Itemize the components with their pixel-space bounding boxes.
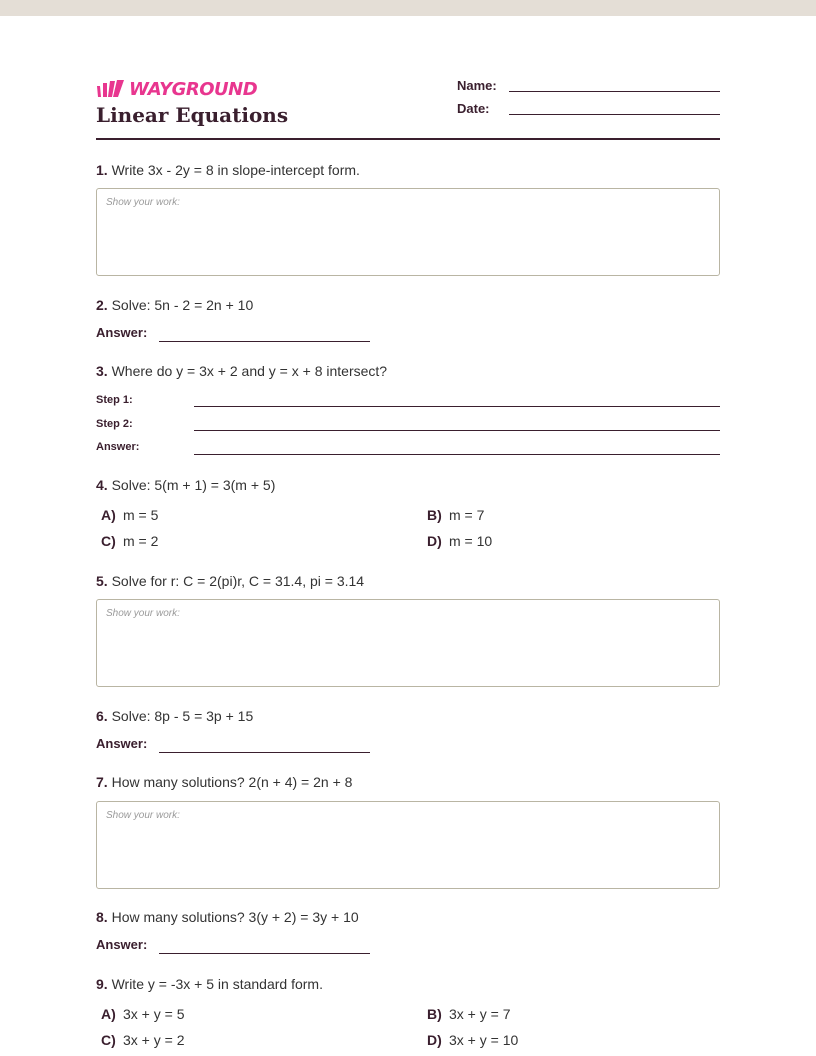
option-letter: A)	[101, 507, 116, 523]
question-text: Solve: 5(m + 1) = 3(m + 5)	[111, 477, 276, 493]
question-text: Write y = -3x + 5 in standard form.	[111, 976, 323, 992]
option-letter: D)	[427, 533, 442, 549]
option-text: m = 2	[123, 533, 159, 549]
question-text: Solve: 8p - 5 = 3p + 15	[111, 708, 254, 724]
option-b[interactable]	[427, 507, 484, 523]
option-text: 3x + y = 7	[449, 1006, 511, 1022]
option-text: m = 7	[449, 507, 485, 523]
brand	[96, 78, 257, 100]
answer-label: Answer:	[96, 325, 148, 340]
option-letter: C)	[101, 1032, 116, 1048]
step-answer-line[interactable]	[194, 454, 720, 455]
question-text: Solve: 5n - 2 = 2n + 10	[111, 297, 254, 313]
option-text: 3x + y = 5	[123, 1006, 185, 1022]
date-line[interactable]	[509, 114, 720, 115]
question-number: 9.	[96, 976, 108, 992]
step-1-line[interactable]	[194, 406, 720, 407]
question-number: 8.	[96, 909, 108, 925]
question-text: Solve for r: C = 2(pi)r, C = 31.4, pi = 3.14	[111, 573, 365, 589]
question-text: How many solutions? 2(n + 4) = 2n + 8	[111, 774, 353, 790]
option-b[interactable]	[427, 1006, 510, 1022]
work-box-7[interactable]	[96, 801, 720, 889]
answer-line-2[interactable]	[159, 341, 370, 342]
answer-label: Answer:	[96, 736, 148, 751]
question-number: 2.	[96, 297, 108, 313]
question-number: 7.	[96, 774, 108, 790]
question-text: Write 3x - 2y = 8 in slope-intercept form.	[111, 162, 360, 178]
option-letter: B)	[427, 1006, 442, 1022]
brand-name: WAYGROUND	[129, 78, 258, 100]
date-field[interactable]	[457, 101, 720, 117]
date-label: Date:	[457, 101, 490, 116]
worksheet-header	[96, 78, 720, 140]
option-d[interactable]	[427, 1032, 518, 1048]
option-letter: D)	[427, 1032, 442, 1048]
question-text: How many solutions? 3(y + 2) = 3y + 10	[111, 909, 359, 925]
work-placeholder: Show your work:	[106, 197, 180, 208]
question-2	[96, 297, 253, 313]
option-letter: C)	[101, 533, 116, 549]
question-text: Where do y = 3x + 2 and y = x + 8 intersect?	[111, 363, 388, 379]
work-box-5[interactable]	[96, 599, 720, 687]
question-number: 1.	[96, 162, 108, 178]
option-c[interactable]	[101, 1032, 184, 1048]
question-1	[96, 162, 360, 178]
question-number: 6.	[96, 708, 108, 724]
option-text: 3x + y = 2	[123, 1032, 185, 1048]
question-7	[96, 774, 352, 790]
question-6	[96, 708, 253, 724]
answer-line-8[interactable]	[159, 953, 370, 954]
question-number: 4.	[96, 477, 108, 493]
option-text: 3x + y = 10	[449, 1032, 519, 1048]
step-2-line[interactable]	[194, 430, 720, 431]
page-title: Linear Equations	[96, 103, 289, 127]
step-1-label: Step 1:	[96, 394, 133, 406]
name-field[interactable]	[457, 78, 720, 94]
question-4	[96, 477, 275, 493]
option-text: m = 5	[123, 507, 159, 523]
question-9	[96, 976, 323, 992]
question-number: 3.	[96, 363, 108, 379]
work-box-1[interactable]	[96, 188, 720, 276]
answer-label: Answer:	[96, 937, 148, 952]
wayground-logo-icon	[96, 79, 126, 99]
answer-line-6[interactable]	[159, 752, 370, 753]
question-number: 5.	[96, 573, 108, 589]
worksheet-page	[96, 0, 720, 1056]
option-letter: A)	[101, 1006, 116, 1022]
option-c[interactable]	[101, 533, 158, 549]
question-3	[96, 363, 387, 379]
name-label: Name:	[457, 78, 497, 93]
option-a[interactable]	[101, 507, 158, 523]
option-letter: B)	[427, 507, 442, 523]
name-line[interactable]	[509, 91, 720, 92]
work-placeholder: Show your work:	[106, 608, 180, 619]
question-5	[96, 573, 364, 589]
work-placeholder: Show your work:	[106, 810, 180, 821]
option-text: m = 10	[449, 533, 493, 549]
step-2-label: Step 2:	[96, 418, 133, 430]
question-8	[96, 909, 359, 925]
option-a[interactable]	[101, 1006, 184, 1022]
step-answer-label: Answer:	[96, 441, 140, 453]
option-d[interactable]	[427, 533, 492, 549]
